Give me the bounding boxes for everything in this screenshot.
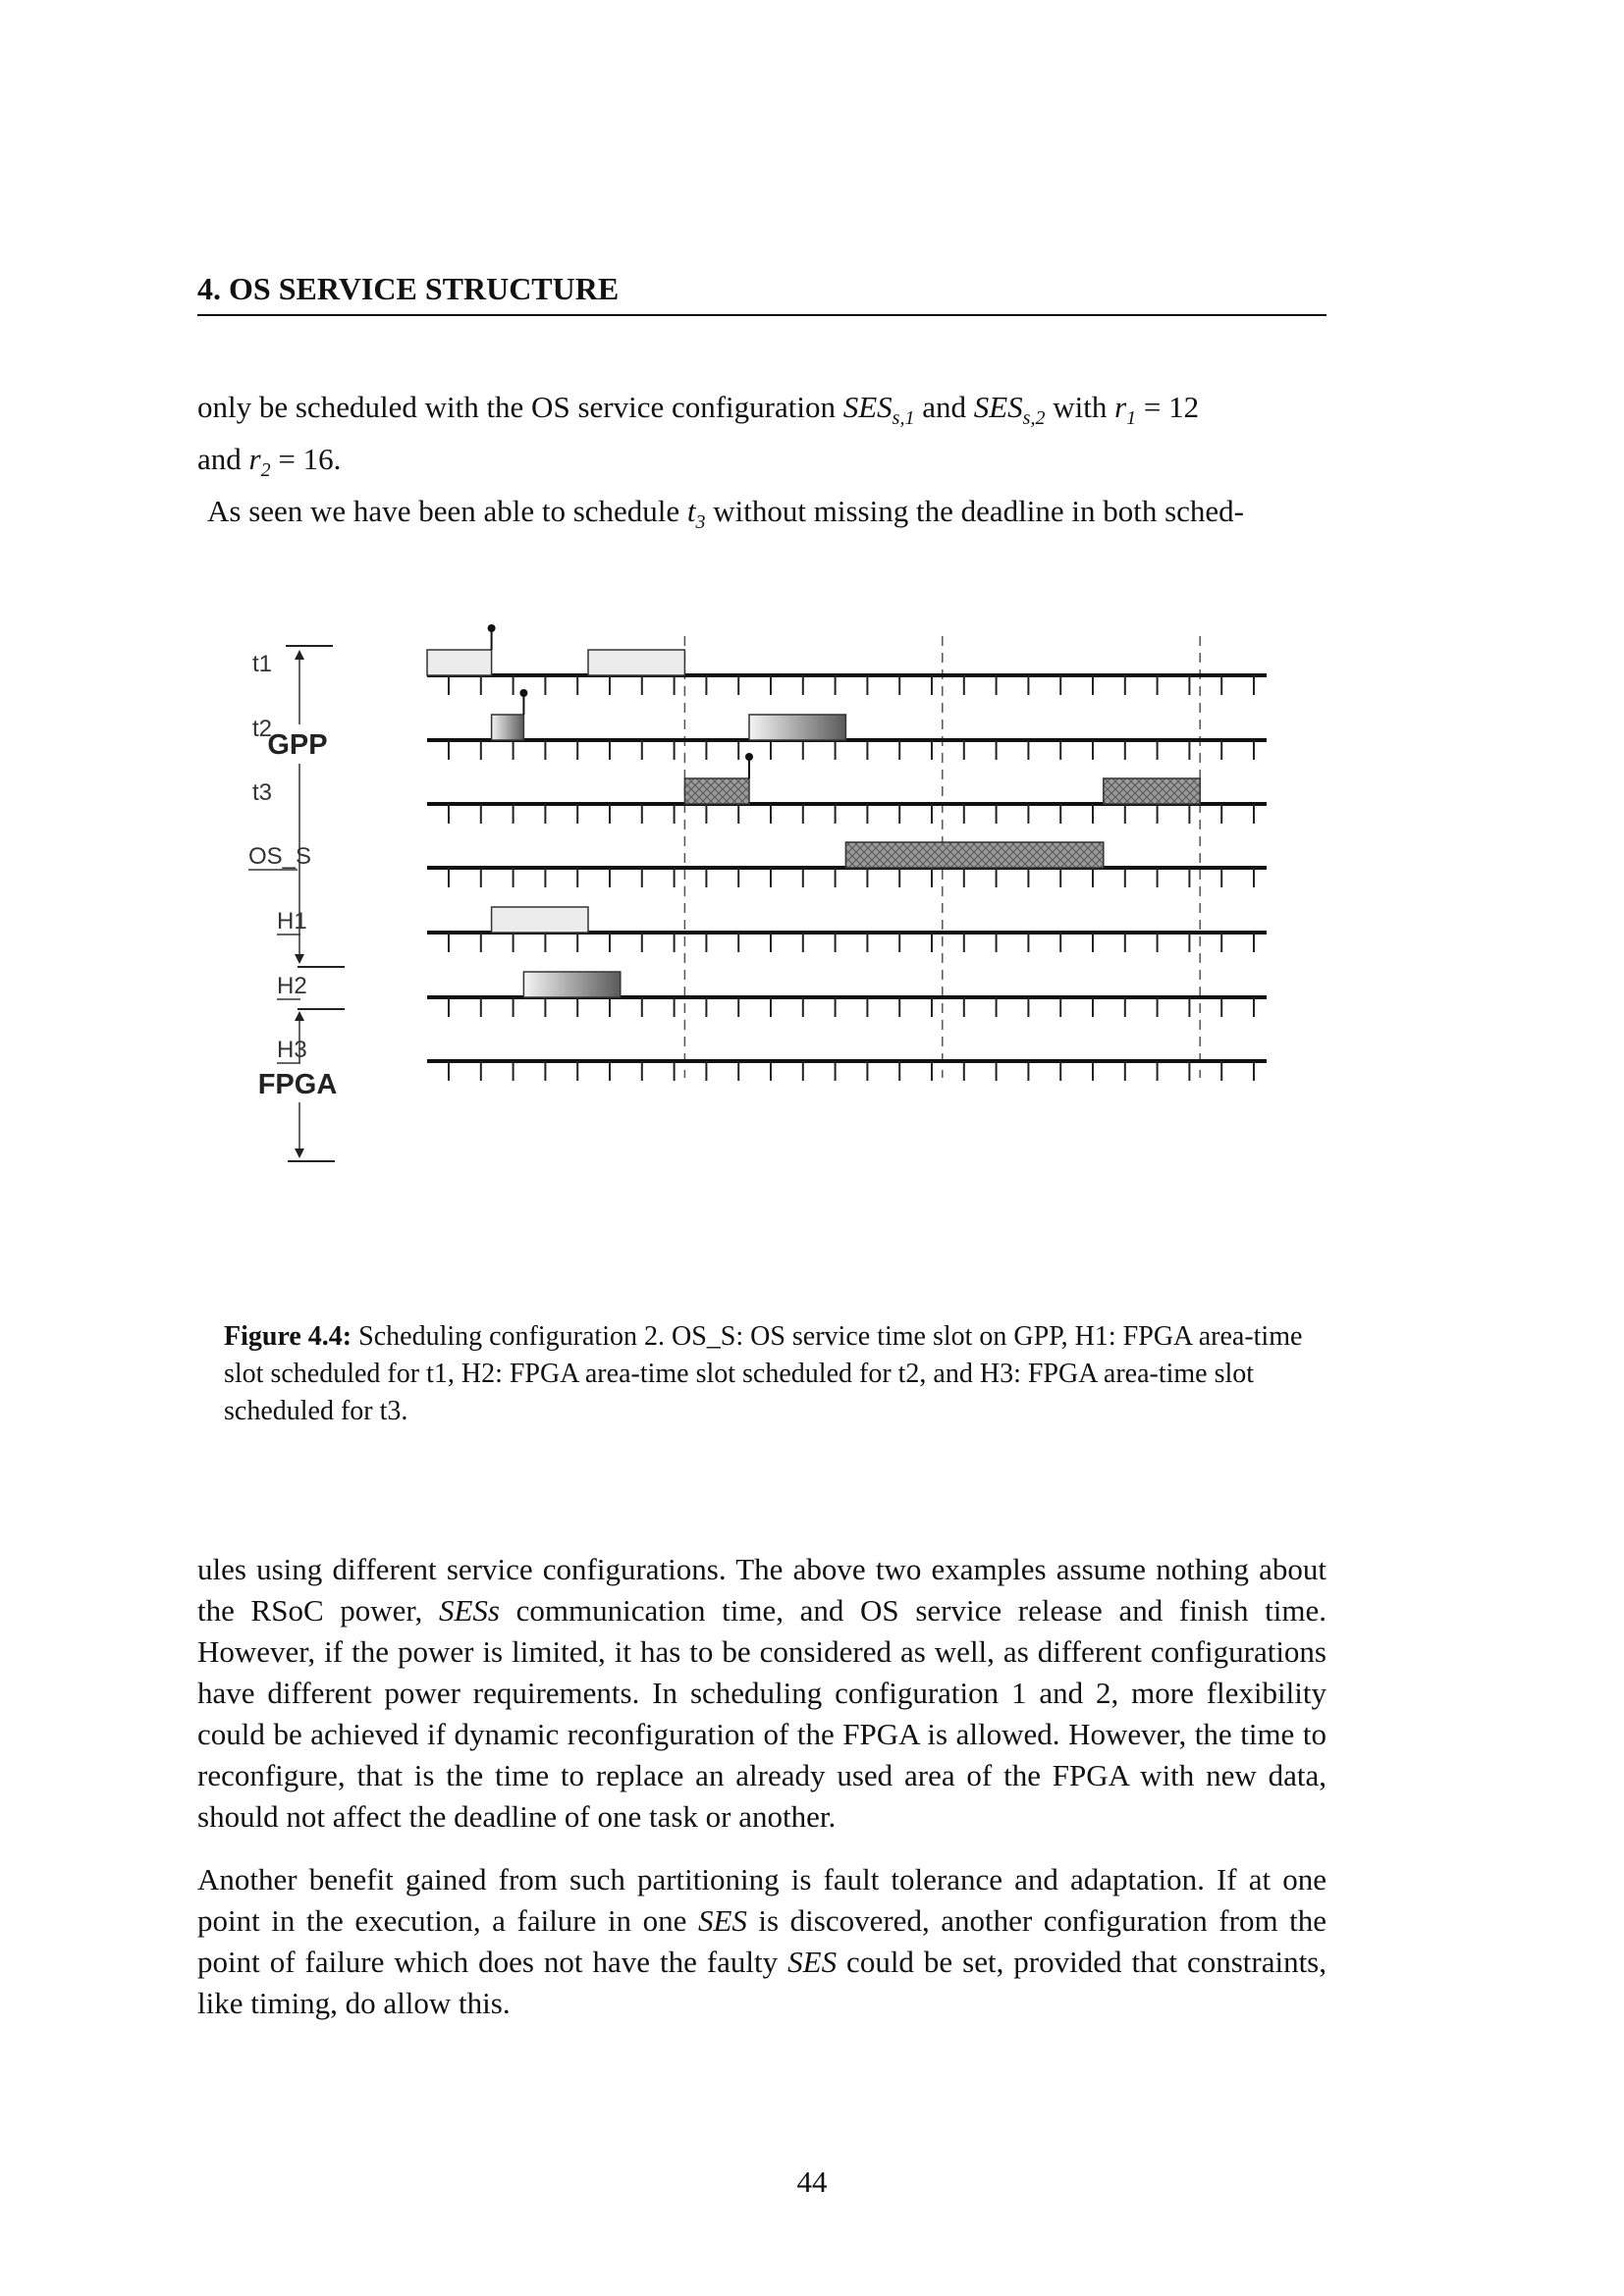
math-ses-2: SES (787, 1945, 838, 1979)
row-label: t3 (252, 779, 273, 806)
body-paragraph-1: ules using different service configurations. The above two examples assume nothing about the RSoC power, SESs communication time, and OS service release and finish time. However, if the power is limited, it has to be considered as well, as different configurations have different power requirements. In scheduling configuration 1 and 2, more flexibility could be achieved if dynamic reconfiguration of the FPGA is allowed. However, the time to reconfigure, that is the time to replace an already used area of the FPGA with new data, should not affect the deadline of one task or another. (197, 1552, 1326, 1834)
body-paragraph-2: Another benefit gained from such partitioning is fault tolerance and adaptation. If at one point in the execution, a failure in one SES is discovered, another configuration from the point of failure which does not have the faulty SES could be set, provided that constraints, like timing, do allow this. (197, 1862, 1326, 2020)
row-label: H3 (277, 1037, 307, 1063)
time-slot (427, 650, 492, 675)
scheduling-diagram (236, 616, 1296, 1304)
gpp-label: GPP (267, 729, 328, 761)
running-header (197, 269, 1326, 316)
row-h2 (277, 972, 1267, 1017)
fpga-label: FPGA (257, 1069, 338, 1100)
intro-line-1: only be scheduled with the OS service configuration $SES_{s,1}$ and $SES_{s,2}$ with $r_1 = 12$ (197, 390, 1200, 430)
intro-line-2: and $r_2 = 16$. (197, 442, 342, 482)
row-h1 (277, 907, 1267, 952)
time-slot (492, 907, 588, 933)
release-marker (519, 689, 527, 697)
time-slot (749, 715, 845, 740)
fpga-arrowhead-down (295, 1148, 304, 1158)
math-r2: $r_2$ (248, 442, 271, 482)
time-slot (845, 842, 1103, 868)
row-label: H2 (277, 973, 307, 999)
row-os-s (248, 842, 1267, 887)
math-ses-1: SES (697, 1903, 747, 1938)
time-slot (1104, 778, 1200, 804)
time-slot (492, 715, 524, 740)
row-t2 (252, 689, 1267, 760)
time-slot (588, 650, 684, 675)
time-slot (523, 972, 620, 997)
gpp-arrowhead-up (295, 650, 304, 660)
row-h3 (277, 1037, 1267, 1081)
caption-text: Scheduling configuration 2. OS_S: OS service time slot on GPP, H1: FPGA area-time slot scheduled for t1, H2: FPGA area-time slot scheduled for t2, and H3: FPGA area-time slot scheduled for t3. (224, 1321, 1303, 1426)
math-ses-s1: $SES_{s,1}$ (842, 390, 915, 430)
row-label: OS_S (248, 843, 312, 870)
row-label: t2 (252, 716, 273, 742)
release-marker (745, 753, 753, 761)
release-marker (488, 624, 496, 632)
fpga-arrowhead-up (295, 1011, 304, 1021)
row-label: H1 (277, 908, 307, 934)
gpp-arrowhead-down (295, 954, 304, 964)
caption-label: Figure 4.4: (224, 1321, 352, 1352)
math-ses-s2: $SES_{s,2}$ (973, 390, 1046, 430)
intro-paragraph (197, 387, 1326, 544)
figure-caption (224, 1318, 1304, 1430)
chapter-title: 4. OS SERVICE STRUCTURE (197, 271, 620, 306)
time-slot (684, 778, 749, 804)
scheduling-figure (236, 616, 1296, 1304)
intro-line-3: As seen we have been able to schedule $t_3$ without missing the deadline in both sched- (207, 494, 1244, 534)
row-t1 (252, 624, 1267, 695)
page-number: 44 (796, 2164, 828, 2199)
row-t3 (252, 753, 1267, 824)
row-label: t1 (252, 651, 273, 677)
math-t3: $t_3$ (686, 494, 706, 534)
math-r1: $r_1$ (1114, 390, 1137, 430)
math-sess: SESs (438, 1593, 500, 1628)
